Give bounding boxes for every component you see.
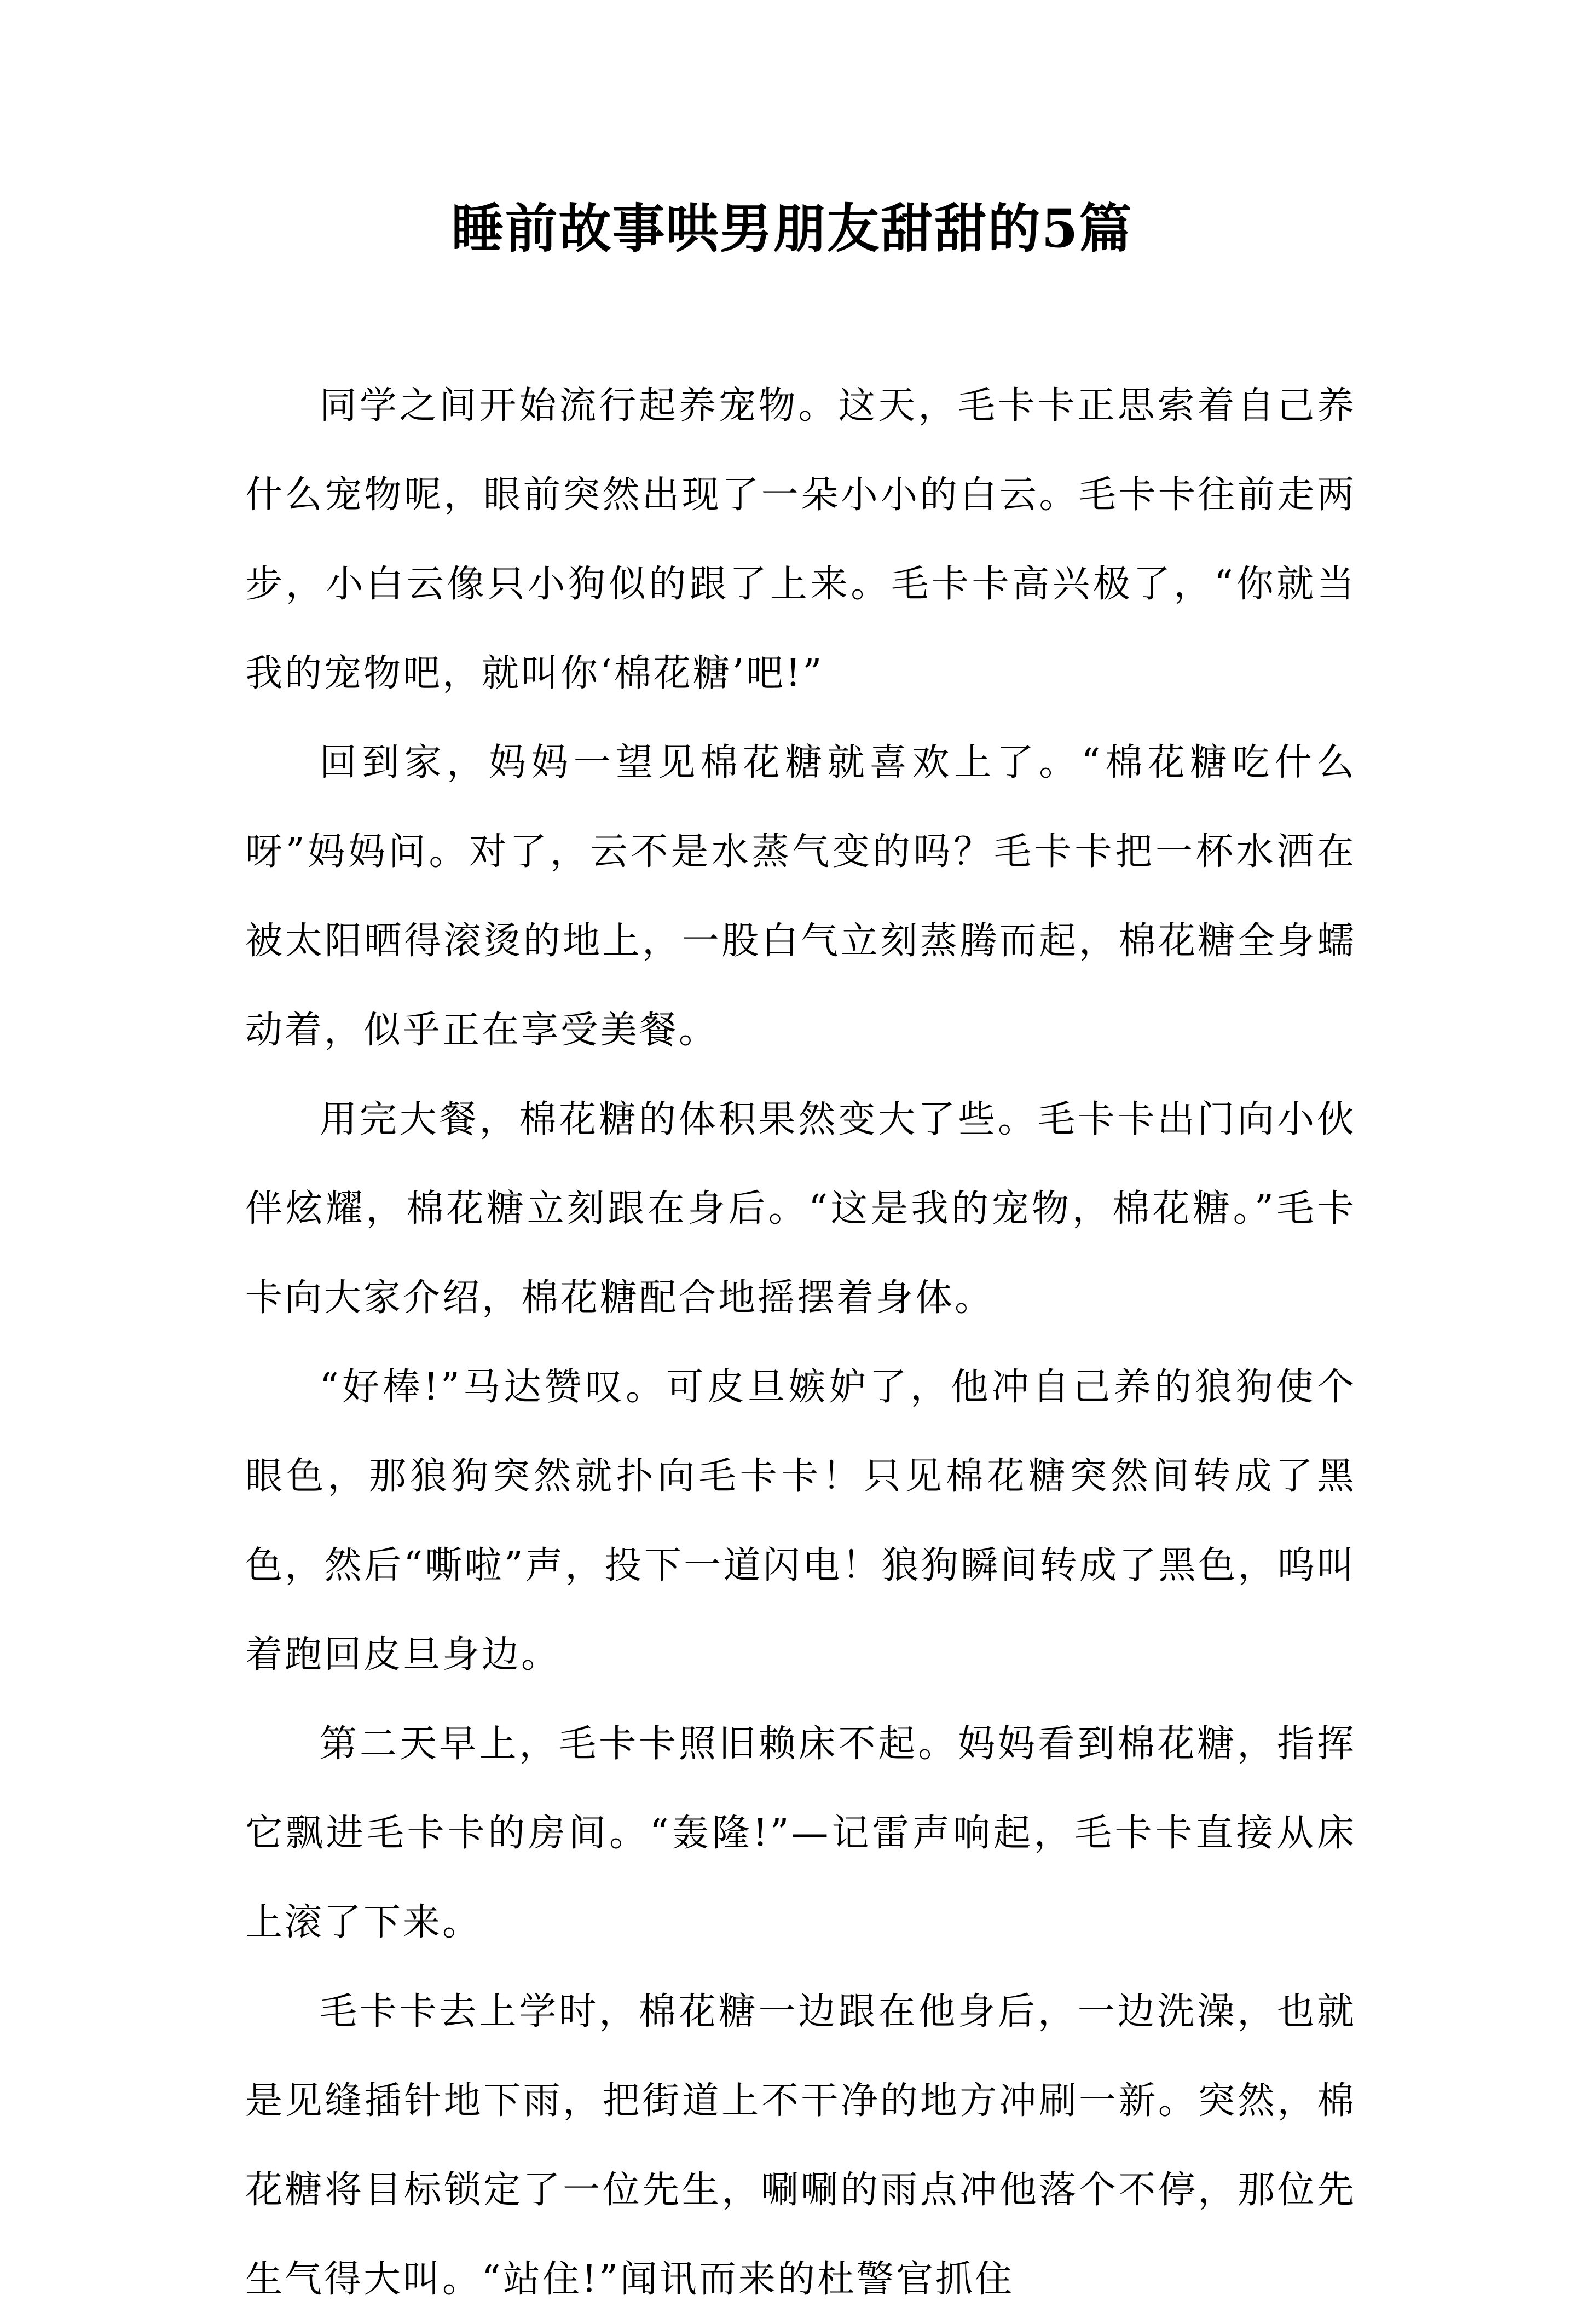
paragraph: 毛卡卡去上学时，棉花糖一边跟在他身后，一边洗澡，也就是见缝插针地下雨，把街道上不干净的地方冲刷一新。突然，棉花糖将目标锁定了一位先生，唰唰的雨点冲他落个不停，那位先生气得大叫。“站住!”闻讯而来的杜警官抓住 bbox=[245, 1990, 1356, 2301]
paragraph: 用完大餐，棉花糖的体积果然变大了些。毛卡卡出门向小伙伴炫耀，棉花糖立刻跟在身后。“这是我的宠物，棉花糖。”毛卡卡向大家介绍，棉花糖配合地摇摆着身体。 bbox=[245, 1098, 1356, 1320]
paragraph: 同学之间开始流行起养宠物。这天，毛卡卡正思索着自己养什么宠物呢，眼前突然出现了一朵小小的白云。毛卡卡往前走两步，小白云像只小狗似的跟了上来。毛卡卡高兴极了，“你就当我的宠物吧，就叫你‘棉花糖’吧!” bbox=[245, 384, 1356, 695]
document-body bbox=[245, 361, 1356, 2324]
paragraph: 回到家，妈妈一望见棉花糖就喜欢上了。“棉花糖吃什么呀”妈妈问。对了，云不是水蒸气变的吗？毛卡卡把一杯水洒在被太阳晒得滚烫的地上，一股白气立刻蒸腾而起，棉花糖全身蠕动着，似乎正在享受美餐。 bbox=[245, 741, 1356, 1052]
paragraph: 第二天早上，毛卡卡照旧赖床不起。妈妈看到棉花糖，指挥它飘进毛卡卡的房间。“轰隆!”—记雷声响起，毛卡卡直接从床上滚了下来。 bbox=[245, 1722, 1356, 1944]
document-title: 睡前故事哄男朋友甜甜的5篇 bbox=[451, 198, 1133, 259]
paragraph: “好棒!”马达赞叹。可皮旦嫉妒了，他冲自己养的狼狗使个眼色，那狼狗突然就扑向毛卡卡！只见棉花糖突然间转成了黑色，然后“嘶啦”声，投下一道闪电！狼狗瞬间转成了黑色，呜叫着跑回皮旦身边。 bbox=[245, 1366, 1356, 1676]
